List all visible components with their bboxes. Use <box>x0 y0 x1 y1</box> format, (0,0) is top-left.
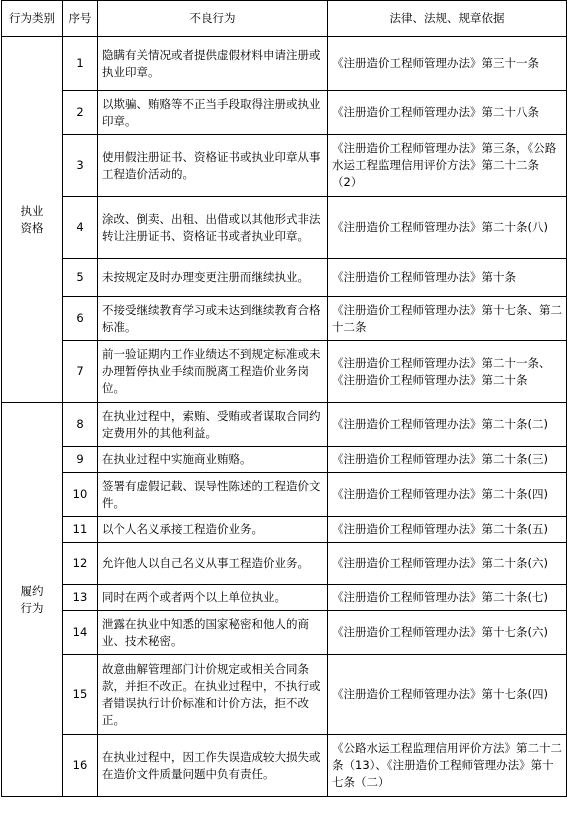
basis-cell: 《注册造价工程师管理办法》第二十条(三) <box>328 447 567 473</box>
basis-cell: 《注册造价工程师管理办法》第二十条(六) <box>328 543 567 585</box>
table-row <box>2 403 567 447</box>
behavior-cell: 在执业过程中，索贿、受贿或者谋取合同约定费用外的其他利益。 <box>98 403 328 447</box>
behavior-cell: 同时在两个或者两个以上单位执业。 <box>98 585 328 611</box>
table-row <box>2 297 567 341</box>
header-row <box>2 1 567 37</box>
basis-cell: 《注册造价工程师管理办法》第二十条(四) <box>328 473 567 517</box>
category-cell: 执业资格 <box>2 37 63 403</box>
behavior-cell: 未按规定及时办理变更注册而继续执业。 <box>98 259 328 297</box>
row-number: 14 <box>63 611 98 655</box>
table-row <box>2 611 567 655</box>
behavior-cell: 隐瞒有关情况或者提供虚假材料申请注册或执业印章。 <box>98 37 328 91</box>
table-row <box>2 517 567 543</box>
row-number: 12 <box>63 543 98 585</box>
basis-cell: 《注册造价工程师管理办法》第二十条(七) <box>328 585 567 611</box>
behavior-cell: 允许他人以自己名义从事工程造价业务。 <box>98 543 328 585</box>
behavior-cell: 以个人名义承接工程造价业务。 <box>98 517 328 543</box>
behavior-cell: 在执业过程中，因工作失误造成较大损失或在造价文件质量问题中负有责任。 <box>98 735 328 797</box>
table-row <box>2 735 567 797</box>
row-number: 13 <box>63 585 98 611</box>
header-basis: 法律、法规、规章依据 <box>328 1 567 37</box>
row-number: 10 <box>63 473 98 517</box>
behavior-cell: 不接受继续教育学习或未达到继续教育合格标准。 <box>98 297 328 341</box>
basis-cell: 《注册造价工程师管理办法》第二十条(二) <box>328 403 567 447</box>
behavior-cell: 以欺骗、贿赂等不正当手段取得注册或执业印章。 <box>98 91 328 135</box>
basis-cell: 《注册造价工程师管理办法》第十七条(四) <box>328 655 567 735</box>
basis-cell: 《注册造价工程师管理办法》第三条，《公路水运工程监理信用评价方法》第二十二条（2） <box>328 135 567 197</box>
header-behavior: 不良行为 <box>98 1 328 37</box>
row-number: 1 <box>63 37 98 91</box>
header-category: 行为类别 <box>2 1 63 37</box>
basis-cell: 《注册造价工程师管理办法》第二十条(八) <box>328 197 567 259</box>
basis-cell: 《注册造价工程师管理办法》第二十八条 <box>328 91 567 135</box>
basis-cell: 《注册造价工程师管理办法》第十七条、第二十二条 <box>328 297 567 341</box>
table-row <box>2 37 567 91</box>
row-number: 6 <box>63 297 98 341</box>
behavior-cell: 使用假注册证书、资格证书或执业印章从事工程造价活动的。 <box>98 135 328 197</box>
table-row <box>2 655 567 735</box>
basis-cell: 《注册造价工程师管理办法》第十七条(六) <box>328 611 567 655</box>
row-number: 16 <box>63 735 98 797</box>
row-number: 7 <box>63 341 98 403</box>
basis-cell: 《注册造价工程师管理办法》第二十一条、《注册造价工程师管理办法》第二十条 <box>328 341 567 403</box>
behavior-cell: 泄露在执业中知悉的国家秘密和他人的商业、技术秘密。 <box>98 611 328 655</box>
row-number: 8 <box>63 403 98 447</box>
row-number: 3 <box>63 135 98 197</box>
behavior-cell: 涂改、倒卖、出租、出借或以其他形式非法转让注册证书、资格证书或者执业印章。 <box>98 197 328 259</box>
basis-cell: 《公路水运工程监理信用评价方法》第二十二条（13）、《注册造价工程师管理办法》第十七条（二） <box>328 735 567 797</box>
row-number: 5 <box>63 259 98 297</box>
behavior-cell: 前一验证期内工作业绩达不到规定标准或未办理暂停执业手续而脱离工程造价业务岗位。 <box>98 341 328 403</box>
header-number: 序号 <box>63 1 98 37</box>
table-row <box>2 135 567 197</box>
basis-cell: 《注册造价工程师管理办法》第二十条(五) <box>328 517 567 543</box>
basis-cell: 《注册造价工程师管理办法》第三十一条 <box>328 37 567 91</box>
table-row <box>2 341 567 403</box>
row-number: 2 <box>63 91 98 135</box>
category-cell: 履约行为 <box>2 403 63 797</box>
row-number: 9 <box>63 447 98 473</box>
row-number: 4 <box>63 197 98 259</box>
row-number: 15 <box>63 655 98 735</box>
violations-table <box>1 0 567 797</box>
table-row <box>2 447 567 473</box>
table-row <box>2 543 567 585</box>
table-row <box>2 259 567 297</box>
table-row <box>2 585 567 611</box>
behavior-cell: 签署有虚假记载、误导性陈述的工程造价文件。 <box>98 473 328 517</box>
table-row <box>2 197 567 259</box>
behavior-cell: 在执业过程中实施商业贿赂。 <box>98 447 328 473</box>
behavior-cell: 故意曲解管理部门计价规定或相关合同条款，并拒不改正。在执业过程中，不执行或者错误执行计价标准和计价方法，拒不改正。 <box>98 655 328 735</box>
basis-cell: 《注册造价工程师管理办法》第十条 <box>328 259 567 297</box>
table-row <box>2 91 567 135</box>
table-row <box>2 473 567 517</box>
row-number: 11 <box>63 517 98 543</box>
